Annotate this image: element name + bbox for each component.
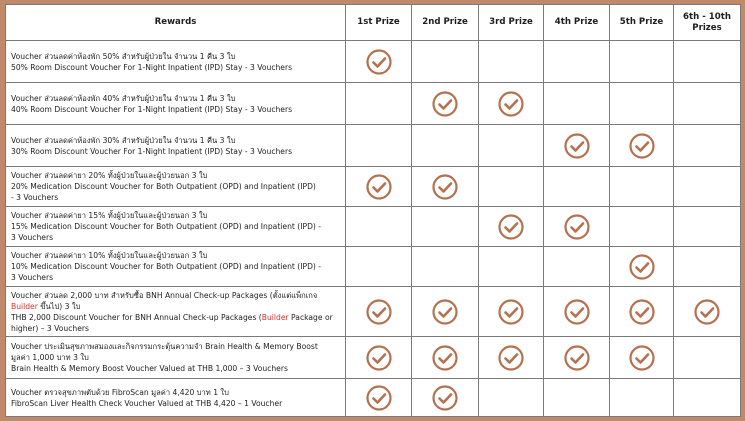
circled-check-icon bbox=[366, 345, 392, 371]
prize-cell-2 bbox=[412, 83, 479, 125]
table-row bbox=[6, 247, 741, 287]
prize-cell-4 bbox=[544, 41, 610, 83]
circled-check-icon bbox=[366, 174, 392, 200]
reward-description bbox=[6, 167, 346, 207]
circled-check-icon bbox=[564, 214, 590, 240]
prize-cell-5 bbox=[610, 207, 674, 247]
reward-text-th: Voucher ส่วนลดค่าห้องพัก 30% สำหรับผู้ป่วยใน จำนวน 1 คืน 3 ใบ bbox=[11, 135, 236, 145]
table-row bbox=[6, 41, 741, 83]
prize-cell-5 bbox=[610, 287, 674, 337]
prize-cell-1 bbox=[346, 247, 412, 287]
circled-check-icon bbox=[564, 345, 590, 371]
reward-text-th: Voucher ส่วนลดค่ายา 10% ทั้งผู้ป่วยในและผู้ป่วยนอก 3 ใบ bbox=[11, 251, 208, 260]
prize-cell-6 bbox=[674, 287, 741, 337]
reward-description bbox=[6, 247, 346, 287]
prize-cell-3 bbox=[479, 125, 544, 167]
reward-text-en-pre: THB 2,000 Discount Voucher for BNH Annual Check-up Packages ( bbox=[11, 312, 262, 322]
table-row bbox=[6, 83, 741, 125]
prize-cell-5 bbox=[610, 379, 674, 417]
header-2nd-prize: 2nd Prize bbox=[412, 5, 479, 41]
prize-cell-2 bbox=[412, 287, 479, 337]
reward-text-th: Voucher ส่วนลดค่าห้องพัก 50% สำหรับผู้ป่วยใน จำนวน 1 คืน 3 ใบ bbox=[11, 51, 236, 61]
prize-cell-2 bbox=[412, 167, 479, 207]
prize-cell-1 bbox=[346, 379, 412, 417]
prize-cell-3 bbox=[479, 379, 544, 417]
prize-cell-5 bbox=[610, 247, 674, 287]
table-row bbox=[6, 337, 741, 379]
prize-cell-5 bbox=[610, 125, 674, 167]
reward-text-en: 20% Medication Discount Voucher for Both Outpatient (OPD) and Inpatient (IPD) bbox=[11, 182, 316, 191]
reward-text-th: Voucher ประเมินสุขภาพสมองและกิจกรรมกระตุ้นความจำ Brain Health & Memory Boost bbox=[11, 342, 318, 351]
reward-text-en: 40% Room Discount Voucher For 1-Night Inpatient (IPD) Stay - 3 Vouchers bbox=[11, 104, 293, 114]
circled-check-icon bbox=[629, 133, 655, 159]
reward-text-en-cont: higher) – 3 Vouchers bbox=[11, 323, 89, 333]
reward-description bbox=[6, 125, 346, 167]
prize-cell-3 bbox=[479, 167, 544, 207]
prize-cell-2 bbox=[412, 247, 479, 287]
reward-text-en-cont: 3 Vouchers bbox=[11, 233, 54, 242]
table-row bbox=[6, 125, 741, 167]
reward-description bbox=[6, 83, 346, 125]
circled-check-icon bbox=[564, 133, 590, 159]
circled-check-icon bbox=[629, 345, 655, 371]
reward-text-th: Voucher ส่วนลดค่ายา 15% ทั้งผู้ป่วยในและผู้ป่วยนอก 3 ใบ bbox=[11, 211, 208, 220]
circled-check-icon bbox=[694, 299, 720, 325]
circled-check-icon bbox=[629, 254, 655, 280]
prize-cell-5 bbox=[610, 41, 674, 83]
reward-text-en: FibroScan Liver Health Check Voucher Valued at THB 4,420 – 1 Voucher bbox=[11, 398, 283, 408]
prize-cell-2 bbox=[412, 41, 479, 83]
prize-cell-6 bbox=[674, 379, 741, 417]
prize-cell-5 bbox=[610, 167, 674, 207]
prize-cell-1 bbox=[346, 83, 412, 125]
prize-cell-4 bbox=[544, 83, 610, 125]
header-3rd-prize: 3rd Prize bbox=[479, 5, 544, 41]
circled-check-icon bbox=[366, 385, 392, 411]
reward-text-en: 30% Room Discount Voucher For 1-Night Inpatient (IPD) Stay - 3 Vouchers bbox=[11, 146, 293, 156]
circled-check-icon bbox=[498, 214, 524, 240]
circled-check-icon bbox=[432, 91, 458, 117]
reward-description bbox=[6, 41, 346, 83]
prize-cell-1 bbox=[346, 125, 412, 167]
circled-check-icon bbox=[432, 299, 458, 325]
reward-text-th: Voucher ส่วนลด 2,000 บาท สำหรับซื้อ BNH Annual Check-up Packages (ตั้งแต่แพ็กเกจ bbox=[11, 290, 318, 300]
rewards-table-container bbox=[5, 4, 740, 417]
prize-cell-3 bbox=[479, 41, 544, 83]
reward-description bbox=[6, 337, 346, 379]
reward-description bbox=[6, 287, 346, 337]
reward-text-th: Voucher ส่วนลดค่าห้องพัก 40% สำหรับผู้ป่วยใน จำนวน 1 คืน 3 ใบ bbox=[11, 93, 236, 103]
prize-cell-1 bbox=[346, 337, 412, 379]
prize-cell-1 bbox=[346, 167, 412, 207]
prize-cell-1 bbox=[346, 287, 412, 337]
prize-cell-4 bbox=[544, 247, 610, 287]
reward-text-en bbox=[11, 312, 340, 323]
prize-cell-3 bbox=[479, 337, 544, 379]
prize-cell-4 bbox=[544, 379, 610, 417]
reward-text-th-cont bbox=[11, 301, 340, 312]
prize-cell-4 bbox=[544, 125, 610, 167]
highlight-builder: Builder bbox=[11, 301, 38, 311]
circled-check-icon bbox=[564, 299, 590, 325]
reward-text-en-cont: 3 Vouchers bbox=[11, 273, 54, 282]
circled-check-icon bbox=[498, 345, 524, 371]
prize-cell-3 bbox=[479, 247, 544, 287]
reward-text-th: Voucher ตรวจสุขภาพตับด้วย FibroScan มูลค่า 4,420 บาท 1 ใบ bbox=[11, 387, 229, 397]
header-6th-10th-prizes: 6th - 10th Prizes bbox=[674, 5, 741, 41]
prize-cell-4 bbox=[544, 207, 610, 247]
circled-check-icon bbox=[432, 174, 458, 200]
reward-text-en: 10% Medication Discount Voucher for Both Outpatient (OPD) and Inpatient (IPD) - bbox=[11, 262, 322, 271]
reward-text-en: 15% Medication Discount Voucher for Both Outpatient (OPD) and Inpatient (IPD) - bbox=[11, 222, 322, 231]
reward-text-th: Voucher ส่วนลดค่ายา 20% ทั้งผู้ป่วยในและผู้ป่วยนอก 3 ใบ bbox=[11, 171, 208, 180]
prize-cell-4 bbox=[544, 287, 610, 337]
prize-cell-3 bbox=[479, 207, 544, 247]
prize-cell-3 bbox=[479, 287, 544, 337]
reward-description bbox=[6, 379, 346, 417]
table-row bbox=[6, 207, 741, 247]
circled-check-icon bbox=[366, 299, 392, 325]
prize-cell-1 bbox=[346, 41, 412, 83]
prize-cell-1 bbox=[346, 207, 412, 247]
reward-text-th-rest: ขึ้นไป) 3 ใบ bbox=[37, 301, 81, 311]
circled-check-icon bbox=[498, 299, 524, 325]
circled-check-icon bbox=[432, 385, 458, 411]
prize-cell-5 bbox=[610, 83, 674, 125]
header-1st-prize: 1st Prize bbox=[346, 5, 412, 41]
table-row bbox=[6, 167, 741, 207]
reward-text-en-cont: - 3 Vouchers bbox=[11, 193, 59, 202]
prize-cell-2 bbox=[412, 207, 479, 247]
prize-cell-6 bbox=[674, 167, 741, 207]
prize-cell-3 bbox=[479, 83, 544, 125]
header-rewards: Rewards bbox=[6, 5, 346, 41]
prize-cell-6 bbox=[674, 337, 741, 379]
header-5th-prize: 5th Prize bbox=[610, 5, 674, 41]
prize-cell-2 bbox=[412, 337, 479, 379]
table-row bbox=[6, 379, 741, 417]
rewards-table bbox=[5, 4, 741, 417]
circled-check-icon bbox=[432, 345, 458, 371]
prize-cell-6 bbox=[674, 41, 741, 83]
table-header-row bbox=[6, 5, 741, 41]
prize-cell-6 bbox=[674, 247, 741, 287]
reward-description bbox=[6, 207, 346, 247]
reward-text-th-cont: มูลค่า 1,000 บาท 3 ใบ bbox=[11, 353, 89, 362]
circled-check-icon bbox=[366, 49, 392, 75]
prize-cell-5 bbox=[610, 337, 674, 379]
circled-check-icon bbox=[629, 299, 655, 325]
prize-cell-2 bbox=[412, 379, 479, 417]
prize-cell-6 bbox=[674, 207, 741, 247]
prize-cell-6 bbox=[674, 125, 741, 167]
prize-cell-6 bbox=[674, 83, 741, 125]
table-row bbox=[6, 287, 741, 337]
prize-cell-2 bbox=[412, 125, 479, 167]
prize-cell-4 bbox=[544, 167, 610, 207]
highlight-builder: Builder bbox=[261, 312, 289, 322]
reward-text-en-post: Package or bbox=[288, 312, 333, 322]
header-4th-prize: 4th Prize bbox=[544, 5, 610, 41]
reward-text-en: 50% Room Discount Voucher For 1-Night Inpatient (IPD) Stay - 3 Vouchers bbox=[11, 62, 293, 72]
circled-check-icon bbox=[498, 91, 524, 117]
reward-text-en: Brain Health & Memory Boost Voucher Valued at THB 1,000 – 3 Vouchers bbox=[11, 364, 288, 373]
prize-cell-4 bbox=[544, 337, 610, 379]
